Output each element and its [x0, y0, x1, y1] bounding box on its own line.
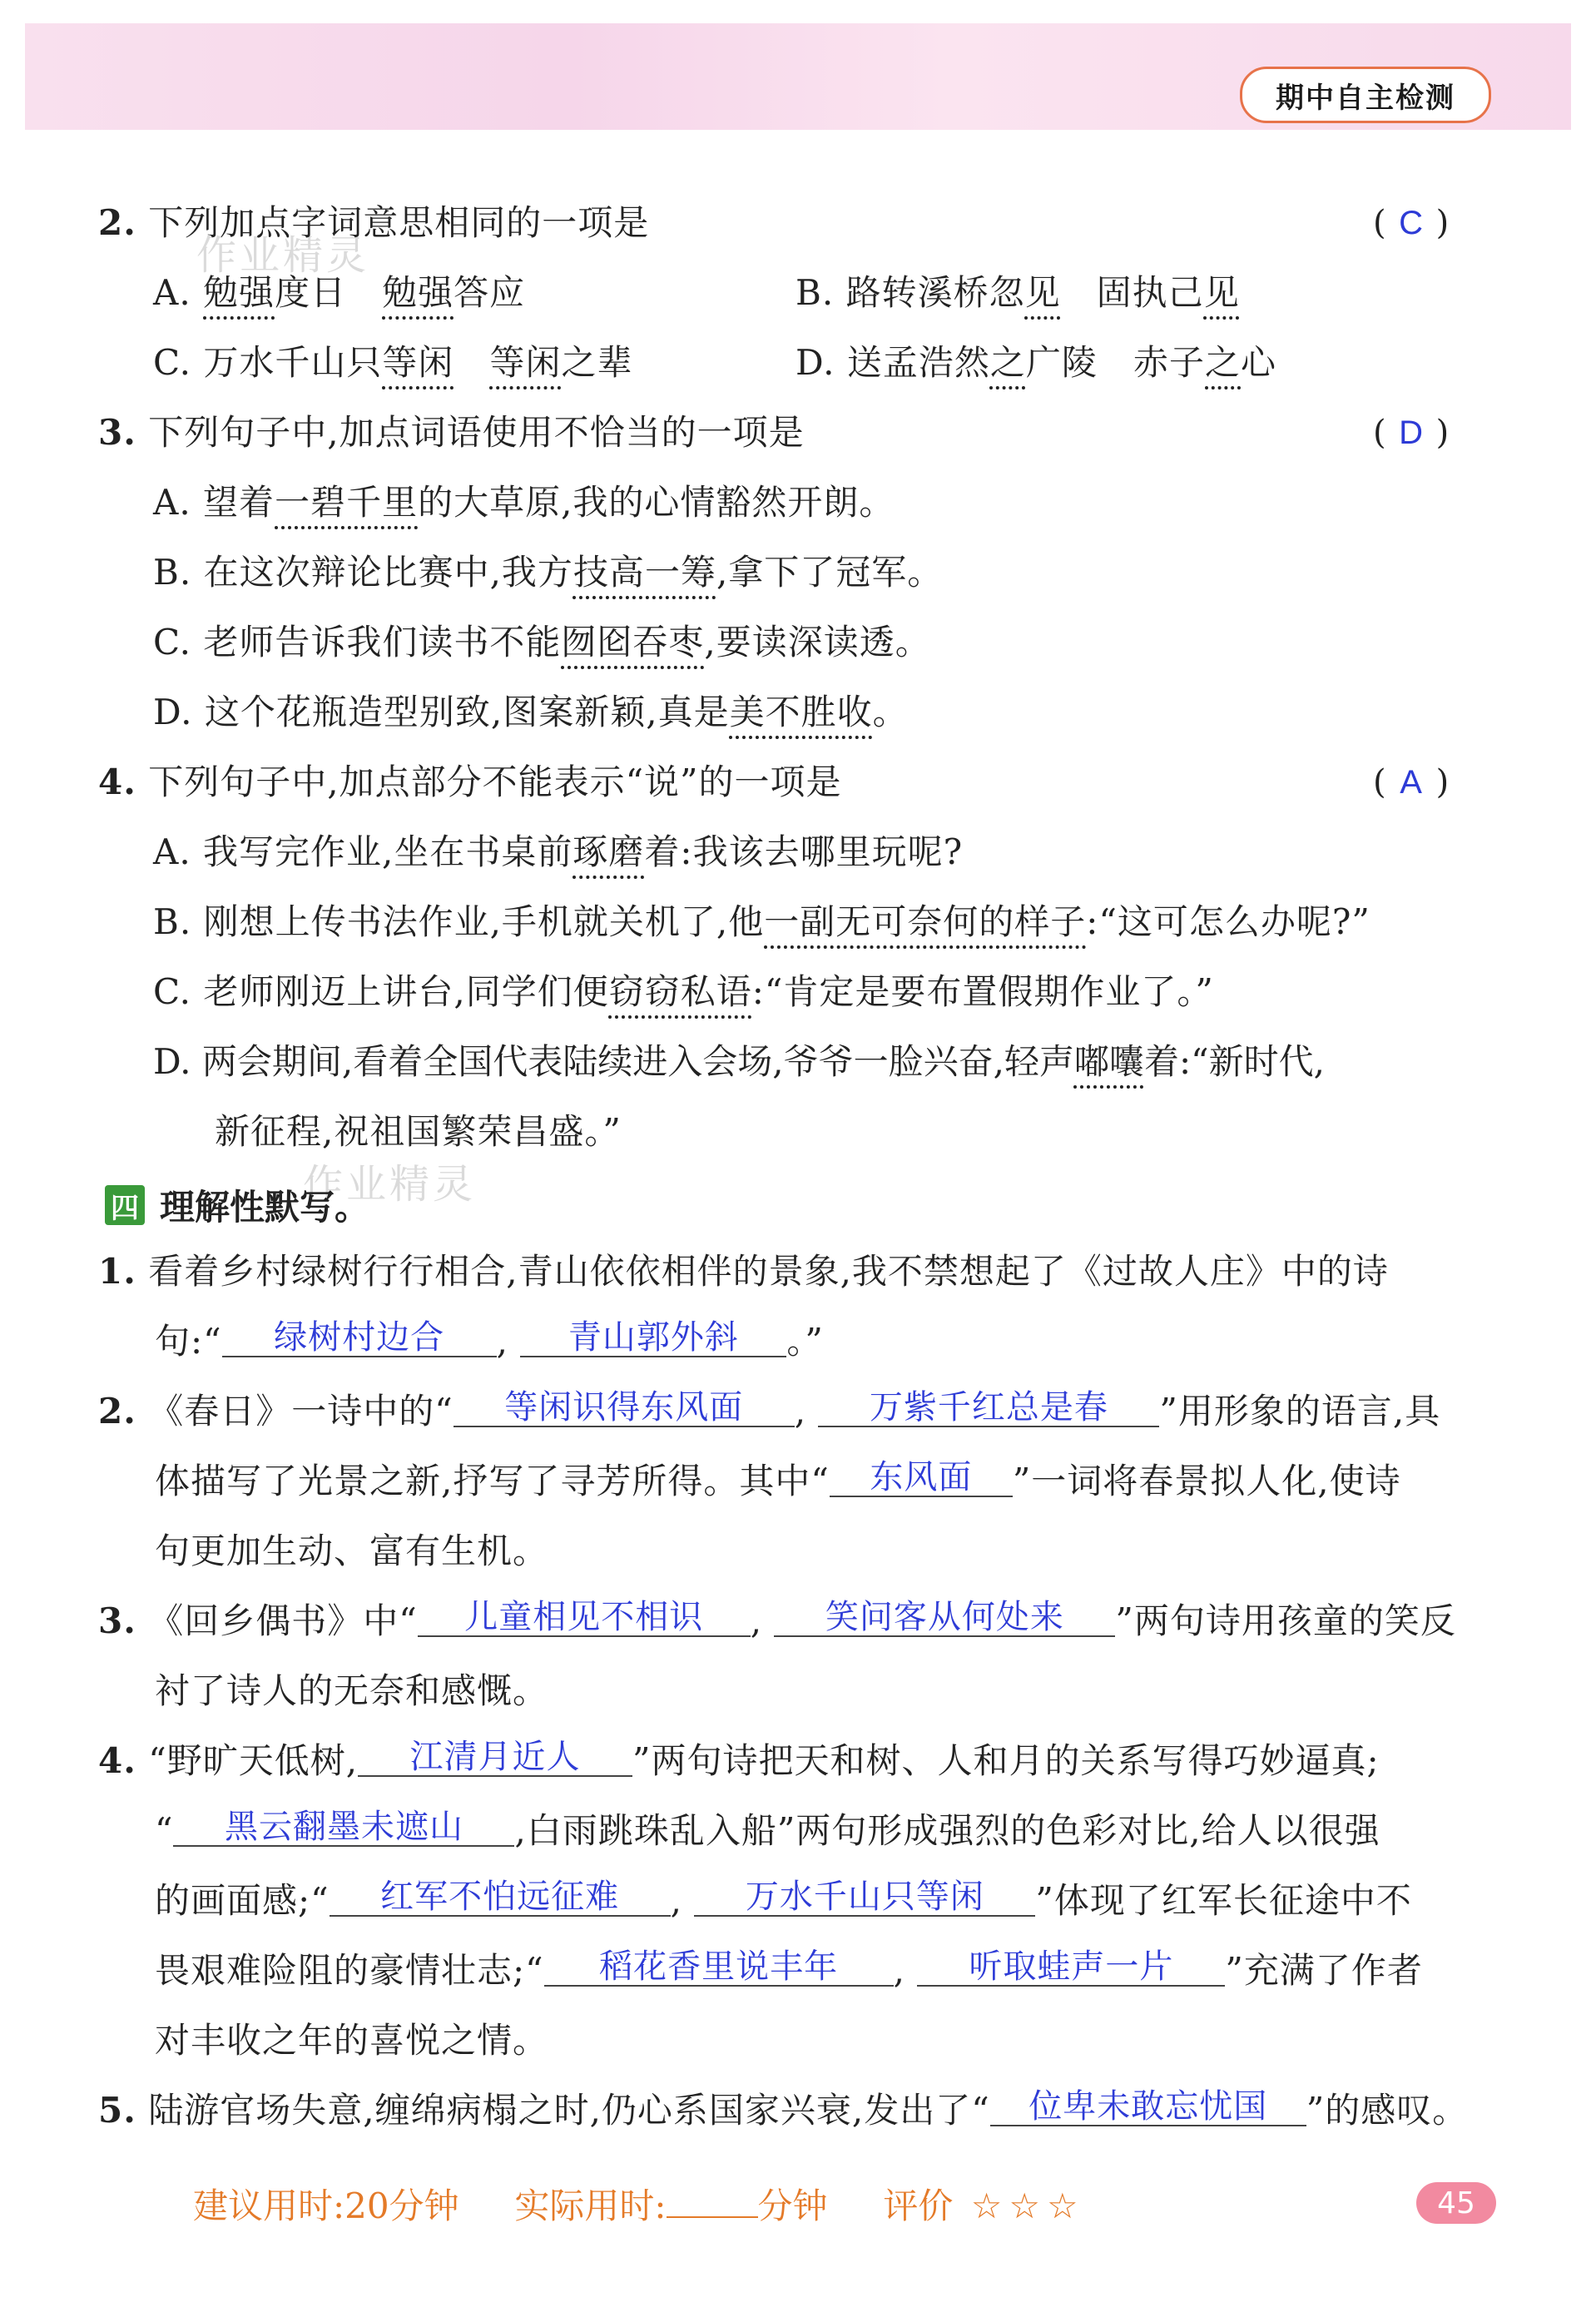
q3-option-a: A. 望着一碧千里的大草原,我的心情豁然开朗。 [153, 482, 895, 523]
q4-answer: ( A ) [1373, 763, 1450, 801]
f1-line1: 1. 看着乡村绿树行行相合,青山依依相伴的景象,我不禁想起了《过故人庄》中的诗 [98, 1251, 1389, 1292]
section-number-box: 四 [105, 1185, 145, 1225]
q4-option-c: C. 老师刚迈上讲台,同学们便窃窃私语:“肯定是要布置假期作业了。” [153, 971, 1214, 1012]
answer-blank[interactable]: 绿树村边合 [222, 1319, 497, 1357]
answer-blank[interactable]: 位卑未敢忘忧国 [990, 2088, 1306, 2126]
f4-line5: 对丰收之年的喜悦之情。 [155, 2020, 549, 2061]
q2-option-b: B. 路转溪桥忽见 固执己见 [796, 272, 1240, 313]
q3-option-b: B. 在这次辩论比赛中,我方技高一筹,拿下了冠军。 [153, 552, 944, 593]
f1-line2: 句:“ 绿树村边合 , 青山郭外斜 。” [155, 1318, 824, 1362]
q2-stem: 2. 下列加点字词意思相同的一项是 [98, 202, 650, 243]
answer-blank[interactable]: 黑云翻墨未遮山 [173, 1808, 514, 1847]
star-icon[interactable]: ☆ [970, 2186, 1003, 2226]
q2-option-a: A. 勉强度日 勉强答应 [153, 272, 526, 313]
star-icon[interactable]: ☆ [1009, 2186, 1040, 2226]
f2-line2: 体描写了光景之新,抒写了寻芳所得。其中“ 东风面 ”一词将春景拟人化,使诗 [155, 1458, 1401, 1501]
q3-stem: 3. 下列句子中,加点词语使用不恰当的一项是 [98, 412, 805, 453]
section-title: 四 理解性默写。 [105, 1180, 369, 1230]
answer-blank[interactable]: 万水千山只等闲 [694, 1878, 1035, 1917]
q3-answer: ( D ) [1373, 414, 1450, 452]
q2-answer: ( C ) [1373, 204, 1450, 242]
f2-line3: 句更加生动、富有生机。 [155, 1531, 549, 1571]
q4-option-d: D. 两会期间,看着全国代表陆续进入会场,爷爷一脸兴奋,轻声嘟囔着:“新时代, [153, 1041, 1325, 1082]
dotted-text: 勉强 [203, 272, 275, 313]
answer-blank[interactable]: 笑问客从何处来 [774, 1599, 1115, 1637]
header-tag: 期中自主检测 [1240, 67, 1491, 123]
answer-blank[interactable]: 青山郭外斜 [520, 1319, 786, 1357]
f2-line1: 2. 《春日》一诗中的“ 等闲识得东风面 , 万紫千红总是春 ”用形象的语言,具 [98, 1388, 1441, 1431]
q4-option-a: A. 我写完作业,坐在书桌前琢磨着:我该去哪里玩呢? [153, 831, 964, 872]
answer-blank[interactable]: 等闲识得东风面 [454, 1389, 795, 1427]
answer-blank[interactable]: 万紫千红总是春 [818, 1389, 1159, 1427]
suggested-time: 建议用时:20分钟 [193, 2186, 459, 2226]
f4-line2: “ 黑云翻墨未遮山 ,白雨跳珠乱入船”两句形成强烈的色彩对比,给人以很强 [155, 1808, 1380, 1851]
actual-time-label: 实际用时: [514, 2186, 667, 2226]
q2-option-c: C. 万水千山只等闲 等闲之辈 [153, 342, 633, 383]
q4-stem: 4. 下列句子中,加点部分不能表示“说”的一项是 [98, 762, 842, 802]
f4-line4: 畏艰难险阻的豪情壮志;“ 稻花香里说丰年 , 听取蛙声一片 ”充满了作者 [155, 1947, 1423, 1991]
f5-line1: 5. 陆游官场失意,缠绵病榻之时,仍心系国家兴衰,发出了“ 位卑未敢忘忧国 ”的感叹。 [98, 2087, 1469, 2131]
q3-option-c: C. 老师告诉我们读书不能囫囵吞枣,要读深读透。 [153, 622, 931, 662]
f4-line3: 的画面感;“ 红军不怕远征难 , 万水千山只等闲 ”体现了红军长征途中不 [155, 1878, 1412, 1921]
answer-blank[interactable]: 红军不怕远征难 [330, 1878, 671, 1917]
page-number: 45 [1416, 2182, 1496, 2224]
watermark: 作业精灵 [196, 232, 370, 279]
answer-blank[interactable]: 江清月近人 [358, 1739, 632, 1777]
minute-unit: 分钟 [757, 2186, 828, 2226]
q2-option-d: D. 送孟浩然之广陵 赤子之心 [796, 342, 1277, 383]
q4-option-d-cont: 新征程,祝祖国繁荣昌盛。” [215, 1111, 622, 1152]
q4-option-b: B. 刚想上传书法作业,手机就关机了,他一副无可奈何的样子:“这可怎么办呢?” [153, 901, 1370, 942]
answer-blank[interactable]: 听取蛙声一片 [917, 1948, 1225, 1987]
footer [193, 2179, 1078, 2229]
f4-line1: 4. “野旷天低树, 江清月近人 ”两句诗把天和树、人和月的关系写得巧妙逼真; [98, 1738, 1380, 1781]
watermark: 作业精灵 [303, 1161, 477, 1208]
f3-line2: 衬了诗人的无奈和感慨。 [155, 1670, 549, 1711]
star-icon[interactable]: ☆ [1047, 2186, 1078, 2226]
q3-option-d: D. 这个花瓶造型别致,图案新颖,真是美不胜收。 [153, 692, 909, 732]
actual-time-blank[interactable] [667, 2216, 758, 2218]
f3-line1: 3. 《回乡偶书》中“ 儿童相见不相识 , 笑问客从何处来 ”两句诗用孩童的笑反 [98, 1598, 1456, 1641]
answer-blank[interactable]: 儿童相见不相识 [418, 1599, 751, 1637]
evaluation-label: 评价 [883, 2186, 954, 2226]
answer-blank[interactable]: 稻花香里说丰年 [544, 1948, 894, 1987]
answer-blank[interactable]: 东风面 [830, 1459, 1013, 1497]
